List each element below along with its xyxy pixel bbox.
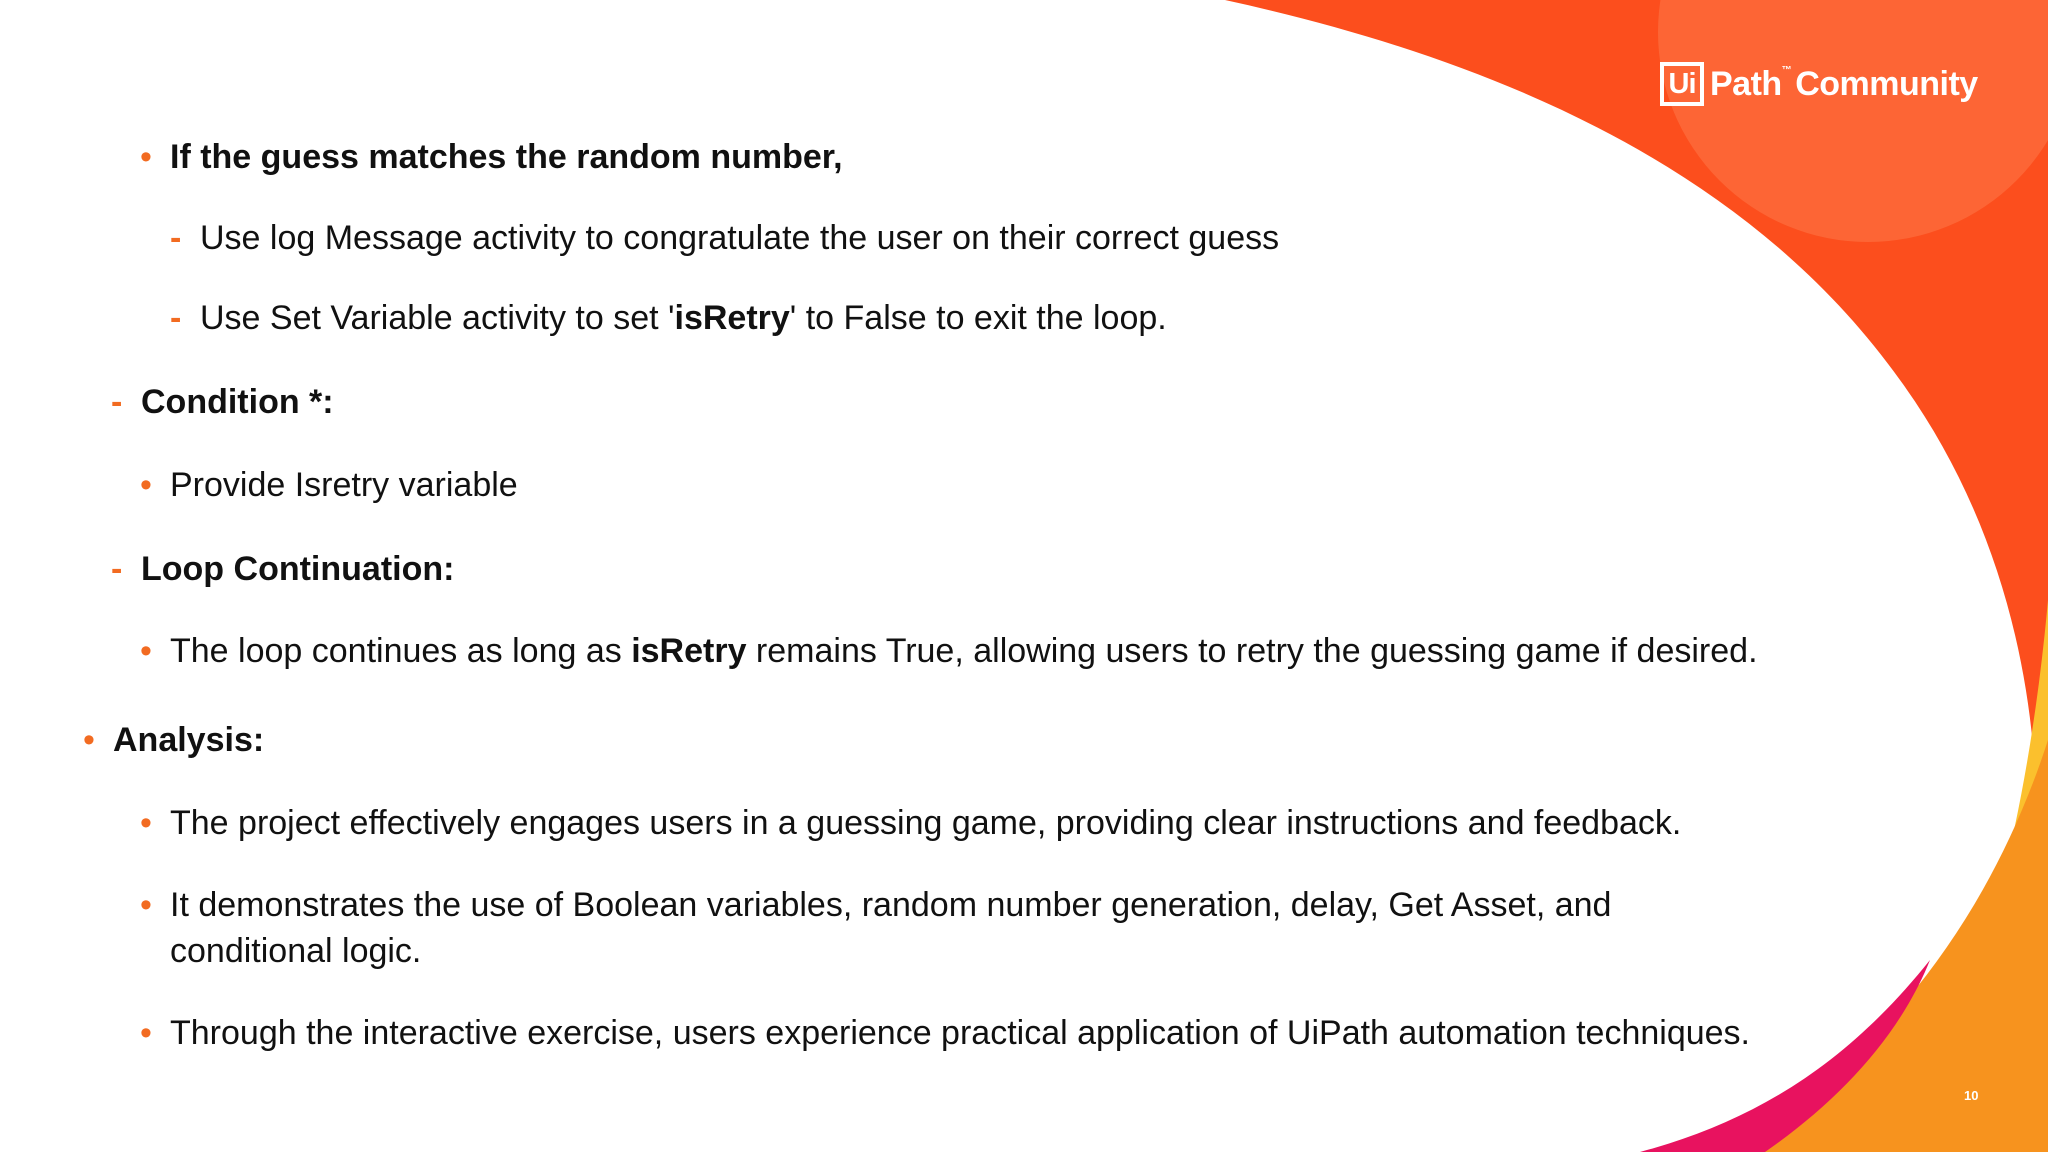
bullet-item-loop-continues	[140, 628, 1758, 674]
bullet-text	[170, 628, 1758, 674]
logo-community-text: Community	[1795, 64, 1978, 103]
keyword-isretry: isRetry	[631, 632, 747, 670]
bullet-item-interactive-exercise	[140, 1010, 1750, 1056]
bullet-dot-icon: •	[140, 138, 152, 176]
logo-path-text: Path	[1710, 64, 1782, 103]
section-heading: Analysis:	[113, 721, 265, 759]
page-number: 10	[1964, 1088, 1979, 1103]
bullet-item-demonstrates	[140, 882, 1690, 974]
bullet-text: Provide Isretry variable	[170, 466, 518, 504]
dash-marker-icon: -	[111, 550, 123, 588]
bullet-dot-icon: •	[140, 804, 152, 842]
logo-ui-box: Ui	[1660, 62, 1704, 106]
dash-marker-icon: -	[170, 219, 182, 257]
bullet-dot-icon: •	[140, 632, 152, 670]
bullet-dot-icon: •	[140, 886, 152, 924]
bullet-dot-icon: •	[140, 466, 152, 504]
text-part: The loop continues as long as	[170, 632, 632, 670]
sub-item-text	[200, 295, 1167, 341]
section-heading: Condition *:	[141, 383, 334, 421]
dash-marker-icon: -	[111, 383, 123, 421]
section-analysis	[83, 717, 264, 763]
sub-item-set-variable	[170, 295, 1167, 341]
bullet-dot-icon: •	[83, 721, 95, 759]
dash-marker-icon: -	[170, 299, 182, 337]
bullet-text: Through the interactive exercise, users experience practical application of UiPath automation techniques.	[170, 1014, 1750, 1052]
bullet-text: The project effectively engages users in a guessing game, providing clear instructions and feedback.	[170, 804, 1682, 842]
bullet-item-provide-isretry	[140, 462, 518, 508]
bullet-text: If the guess matches the random number,	[170, 138, 843, 176]
logo-trademark: ™	[1781, 64, 1792, 76]
sub-item-text: Use log Message activity to congratulate the user on their correct guess	[200, 219, 1280, 257]
text-part: ' to False to exit the loop.	[789, 299, 1167, 337]
text-part: remains True, allowing users to retry the guessing game if desired.	[746, 632, 1758, 670]
bullet-item-engages-users	[140, 800, 1681, 846]
keyword-isretry: isRetry	[674, 299, 790, 337]
bullet-dot-icon: •	[140, 1014, 152, 1052]
bullet-text: It demonstrates the use of Boolean variables, random number generation, delay, Get Asset, and conditional logic.	[170, 886, 1612, 970]
section-condition	[111, 379, 334, 425]
bullet-item-guess-matches	[140, 134, 843, 180]
text-part: Use Set Variable activity to set '	[200, 299, 675, 337]
section-heading: Loop Continuation:	[141, 550, 455, 588]
section-loop-continuation	[111, 546, 454, 592]
sub-item-log-message	[170, 215, 1279, 261]
